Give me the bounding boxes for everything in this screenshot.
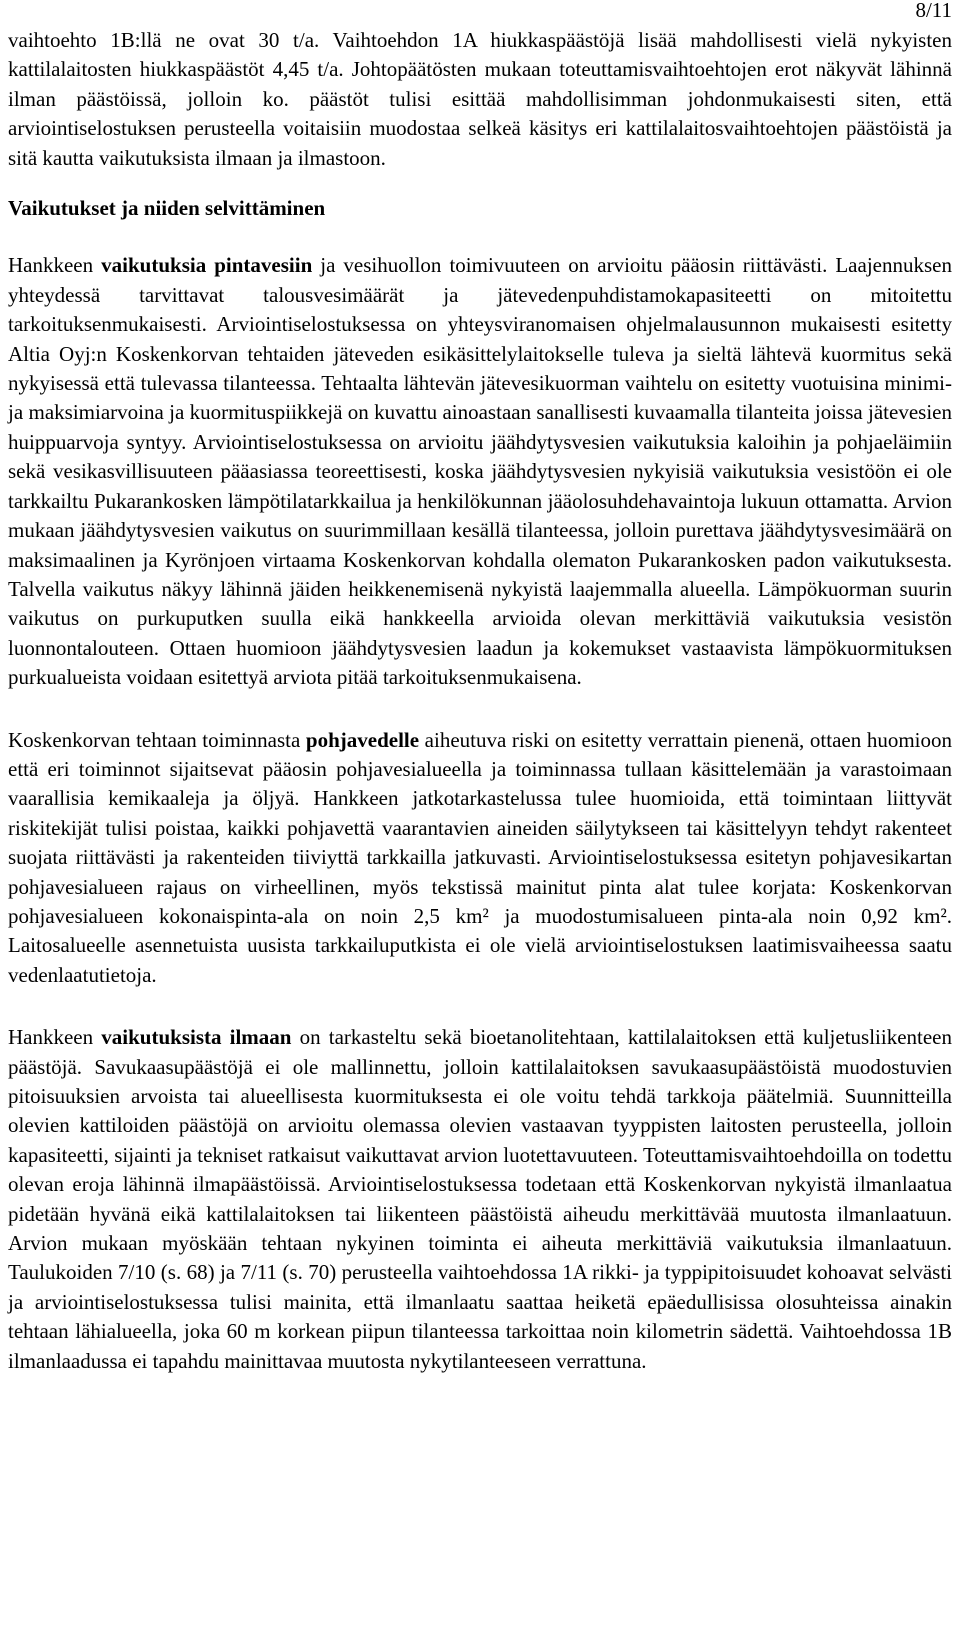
air-paragraph: [8, 1023, 952, 1376]
air-prefix: Hankkeen: [8, 1025, 102, 1050]
paragraph-spacer: [8, 693, 952, 726]
document-body: [8, 26, 952, 1376]
page-number: 8/11: [915, 0, 952, 22]
groundwater-text: aiheutuva riski on esitetty verrattain pienenä, ottaen huomioon että eri toiminnot sijaitsevat pääosin pohjavesialueella ja toiminnassa tullaan käsittelemään ja varastoimaan vaarallisia kemikaaleja ja öljyä. Hankkeen jatkotarkastelussa tulee huomioida, että toimintaan liittyvät riskitekijät tulisi poistaa, kaikki pohjavettä vaarantavien aineiden säilytykseen tai käsittelyyn tehdyt rakenteet suojata riittävästi ja rakenteiden tiiviyttä tarkkailla jatkuvasti. Arviointiselostuksessa esitetyn pohjavesikartan pohjavesialueen rajaus on virheellinen, myös tekstissä mainitut pinta alat tulee korjata: Koskenkorvan pohjavesialueen kokonaispinta-ala on noin 2,5 km² ja muodostumisalueen pinta-ala noin 0,92 km². Laitosalueelle asennetuista uusista tarkkailuputkista ei ole vielä arviointiselostuksen laatimisvaiheessa saatu vedenlaatutietoja.: [8, 727, 952, 987]
intro-paragraph: vaihtoehto 1B:llä ne ovat 30 t/a. Vaihtoehdon 1A hiukkaspäästöjä lisää mahdollisesti vielä nykyisten kattilalaitosten hiukkaspäästöt 4,45 t/a. Johtopäätösten mukaan toteuttamisvaihtoehtojen erot näkyvät lähinnä ilman päästöissä, jolloin ko. päästöt tulisi esittää mahdollisimman johdonmukaisesti siten, että arviointiselostuksen perusteella voitaisiin muodostaa selkeä käsitys eri kattilalaitosvaihtoehtojen päästöistä ja sitä kautta vaikutuksista ilmaan ja ilmastoon.: [8, 28, 952, 170]
surface-water-keyword: vaikutuksia pintavesiin: [101, 253, 313, 278]
paragraph-spacer: [8, 173, 952, 194]
air-text: on tarkasteltu sekä bioetanolitehtaan, kattilalaitoksen että kuljetusliikenteen päästöjä. Savukaasupäästöjä ei ole mallinnettu, jolloin kattilalaitoksen savukaasupäästöistä muodostuvien pitoisuuksien arvoista tai alueellisesta kuormituksesta ei ole voitu tehdä tarkkoja päätelmiä. Suunnitteilla olevien kattiloiden päästöjä on arvioitu olemassa olevien vastaavan tyyppisten laitosten perusteella, jolloin kapasiteetti, sijainti ja tekniset ratkaisut vaikuttavat arvion luotettavuuteen. Toteuttamisvaihtoehdoilla on todettu olevan eroja lähinnä ilmapäästöissä. Arviointiselostuksessa todetaan että Koskenkorvan nykyistä ilmanlaatua pidetään hyvänä eikä kattilalaitoksen tai liikenteen päästöistä aiheudu merkittävää muutosta ilmanlaatuun. Arvion mukaan myöskään tehtaan nykyinen toiminta ei aiheuta merkittäviä vaikutuksia ilmanlaatuun. Taulukoiden 7/10 (s. 68) ja 7/11 (s. 70) perusteella vaihtoehdossa 1A rikki- ja typpipitoisuudet kohoavat selvästi ja arviointiselostuksessa tulisi mainita, että ilmanlaatu saattaa heiketä epäedullisissa olosuhteissa ainakin tehtaan lähialueella, joka 60 m korkean piipun tilanteessa tarkoittaa noin kilometrin sädettä. Vaihtoehdossa 1B ilmanlaadussa ei tapahdu mainittavaa muutosta nykytilanteeseen verrattuna.: [8, 1025, 953, 1373]
groundwater-prefix: Koskenkorvan tehtaan toiminnasta: [8, 727, 306, 752]
air-keyword: vaikutuksista ilmaan: [101, 1025, 292, 1050]
surface-water-prefix: Hankkeen: [8, 253, 102, 278]
paragraph-spacer: [8, 223, 952, 251]
paragraph-spacer: [8, 990, 952, 1023]
surface-water-paragraph: [8, 251, 952, 692]
section-heading: Vaikutukset ja niiden selvittäminen: [8, 196, 326, 221]
groundwater-paragraph: [8, 726, 952, 991]
surface-water-text: ja vesihuollon toimivuuteen on arvioitu pääosin riittävästi. Laajennuksen yhteydessä tarvittavat talousvesimäärät ja jätevedenpuhdistamokapasiteetti on mitoitettu tarkoituksenmukaisesti. Arviointiselostuksessa on yhteysviranomaisen ohjelmalausunnon mukaisesti esitetty Altia Oyj:n Koskenkorvan tehtaiden jäteveden esikäsittelylaitokselle tuleva ja sieltä lähtevä kuormitus sekä nykyisessä että tulevassa tilanteessa. Tehtaalta lähtevän jätevesikuorman vaihtelu on esitetty vuotuisina minimi- ja maksimiarvoina ja kuormituspiikkejä on kuvattu ainoastaan sanallisesti kuvaamalla tilanteita joissa jätevesien huippuarvoja syntyy. Arviointiselostuksessa on arvioitu jäähdytysvesien vaikutuksia kaloihin ja pohjaeläimiin sekä vesikasvillisuuteen pääasiassa teoreettisesti, koska jäähdytysvesien nykyisiä vaikutuksia vesistöön ei ole tarkkailtu Pukarankosken lämpötilatarkkailua ja henkilökunnan jääolosuhdehavaintoja lukuun ottamatta. Arvion mukaan jäähdytysvesien vaikutus on suurimmillaan kesällä tilanteessa, jolloin purettava jäähdytysvesimäärä on maksimaalinen ja Kyrönjoen virtaama Koskenkorvan kohdalla olematon Pukarankosken padon vaikutuksesta. Talvella vaikutus näkyy lähinnä jäiden heikkenemisenä nykyistä laajemmalla alueella. Lämpökuorman suurin vaikutus on purkuputken suulla eikä hankkeella arvioida olevan merkittäviä vaikutuksia vesistön luonnontalouteen. Ottaen huomioon jäähdytysvesien laadun ja kokemukset vastaavista lämpökuormituksen purkualueista voidaan esitettyä arviota pitää tarkoituksenmukaisena.: [8, 253, 952, 690]
groundwater-keyword: pohjavedelle: [305, 727, 420, 752]
